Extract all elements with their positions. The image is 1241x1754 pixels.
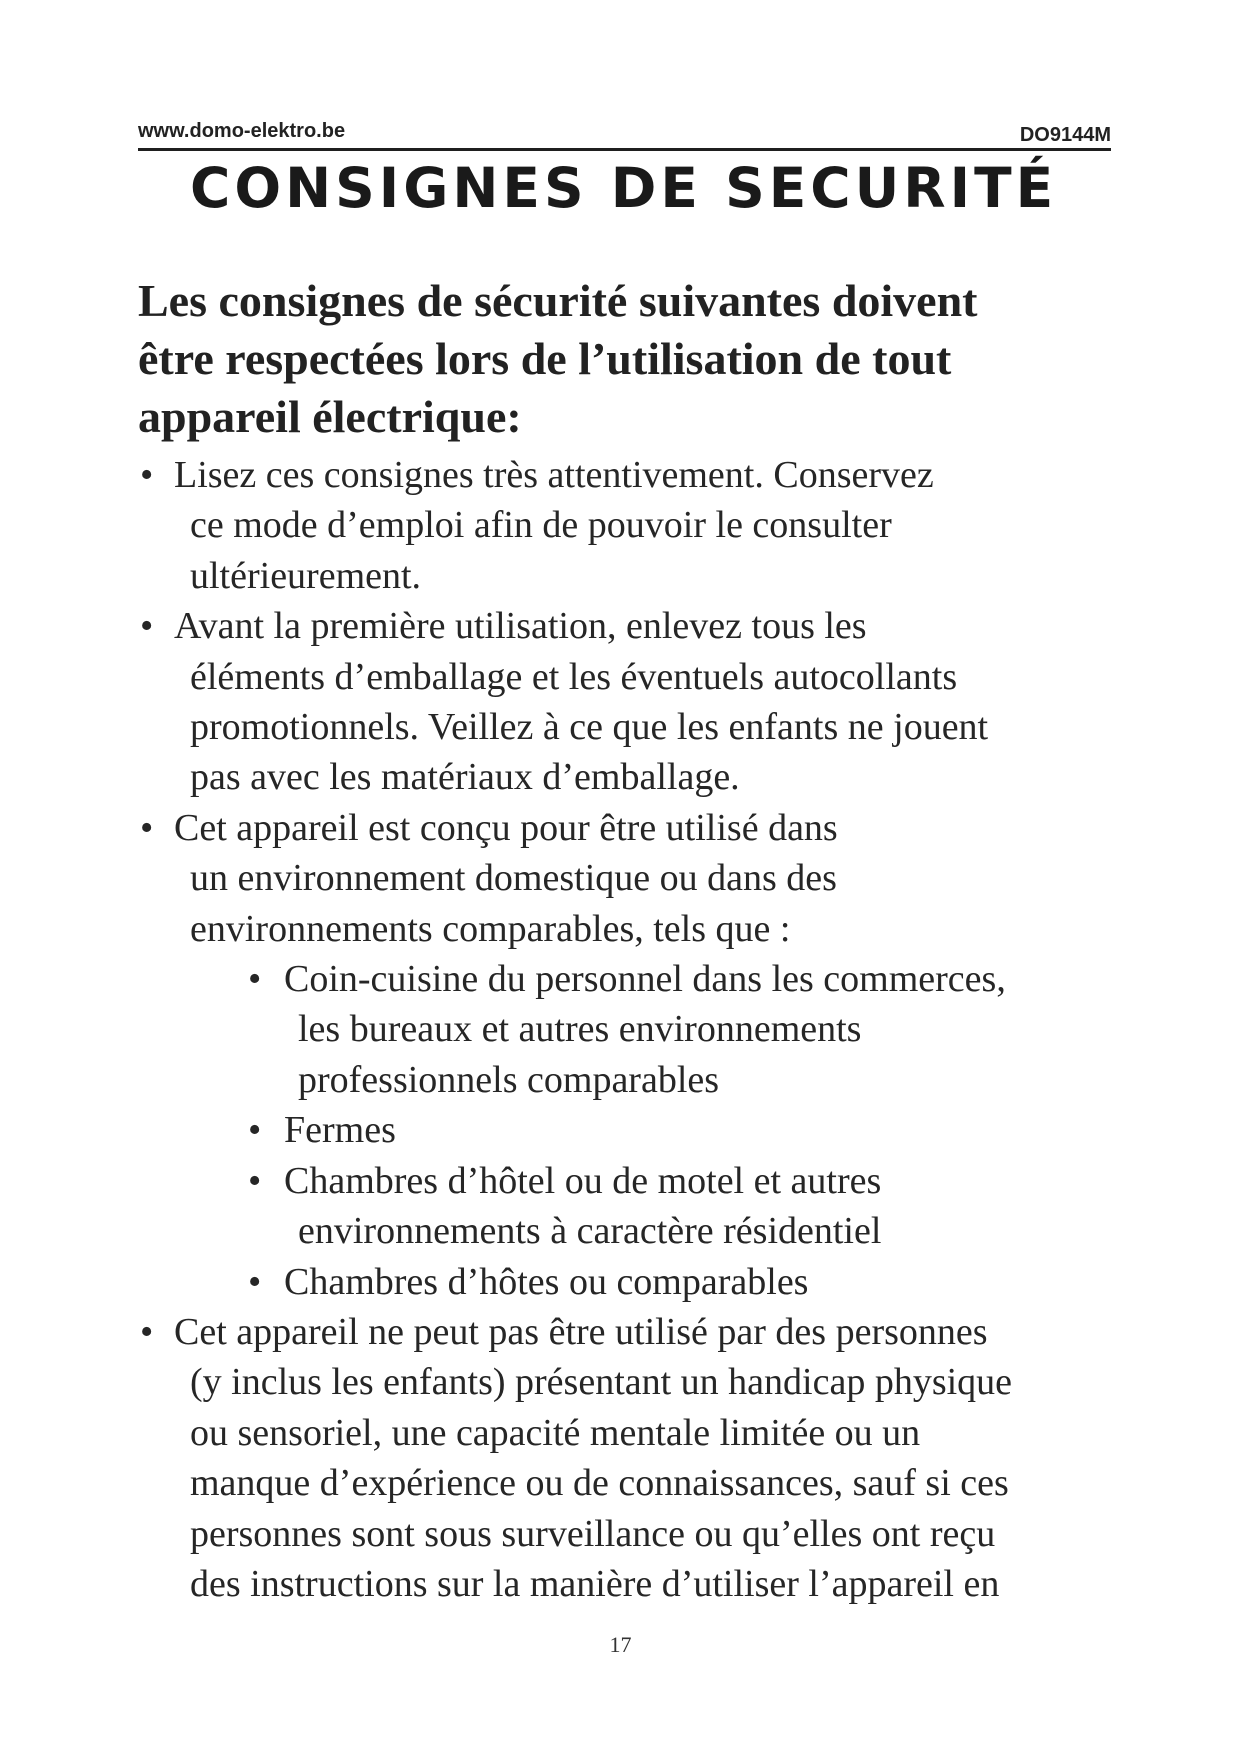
subitem-line: Fermes bbox=[284, 1109, 396, 1152]
subitem-line: professionnels comparables bbox=[298, 1058, 720, 1101]
bullet-icon: • bbox=[140, 454, 154, 496]
intro-line: être respectées lors de l’utilisation de tout bbox=[138, 333, 952, 384]
item-line: Lisez ces consignes très attentivement. Conservez bbox=[174, 454, 934, 496]
bullet-icon: • bbox=[248, 958, 262, 1001]
bullet-icon: • bbox=[248, 1159, 262, 1202]
section-title: CONSIGNES DE SECURITÉ bbox=[190, 156, 1058, 220]
item-line: pas avec les matériaux d’emballage. bbox=[190, 756, 740, 799]
item-line: Cet appareil ne peut pas être utilisé par des personnes bbox=[174, 1310, 988, 1353]
safety-subitem bbox=[138, 954, 1118, 1105]
safety-list bbox=[138, 450, 1118, 1609]
subitem-line: Coin-cuisine du personnel dans les commerces, bbox=[284, 958, 1006, 1001]
bullet-icon: • bbox=[140, 1310, 154, 1353]
model-number: DO9144M bbox=[1019, 124, 1111, 146]
item-line: ou sensoriel, une capacité mentale limitée ou un bbox=[190, 1411, 921, 1454]
item-line: Avant la première utilisation, enlevez tous les bbox=[174, 605, 867, 648]
subitem-line: Chambres d’hôtes ou comparables bbox=[284, 1260, 809, 1303]
subitem-line: environnements à caractère résidentiel bbox=[298, 1210, 882, 1253]
page-number: 17 bbox=[609, 1632, 632, 1657]
intro-line: Les consignes de sécurité suivantes doivent bbox=[138, 275, 978, 326]
item-line: environnements comparables, tels que : bbox=[190, 907, 791, 950]
subitem-line: Chambres d’hôtel ou de motel et autres bbox=[284, 1159, 882, 1202]
safety-item bbox=[138, 1307, 1118, 1609]
bullet-icon: • bbox=[248, 1109, 262, 1152]
item-line: ultérieurement. bbox=[190, 554, 422, 597]
item-line: (y inclus les enfants) présentant un handicap physique bbox=[190, 1361, 1013, 1404]
header-divider bbox=[138, 148, 1111, 151]
intro-paragraph bbox=[138, 272, 1098, 446]
safety-item bbox=[138, 450, 1118, 601]
page-header bbox=[138, 118, 1111, 150]
item-line: un environnement domestique ou dans des bbox=[190, 857, 837, 900]
item-line: promotionnels. Veillez à ce que les enfants ne jouent bbox=[190, 706, 989, 749]
subitem-line: les bureaux et autres environnements bbox=[298, 1008, 862, 1051]
safety-item bbox=[138, 601, 1118, 803]
item-line: ce mode d’emploi afin de pouvoir le consulter bbox=[190, 504, 892, 547]
item-line: des instructions sur la manière d’utiliser l’appareil en bbox=[190, 1562, 1000, 1605]
safety-subitem bbox=[138, 1156, 1118, 1257]
website-url: www.domo-elektro.be bbox=[138, 120, 346, 142]
intro-line: appareil électrique: bbox=[138, 391, 522, 442]
safety-subitem bbox=[138, 1257, 1118, 1307]
safety-subitem bbox=[138, 1105, 1118, 1155]
bullet-icon: • bbox=[140, 605, 154, 648]
item-line: éléments d’emballage et les éventuels autocollants bbox=[190, 655, 958, 698]
safety-item bbox=[138, 803, 1118, 954]
item-line: manque d’expérience ou de connaissances, sauf si ces bbox=[190, 1462, 1009, 1505]
item-line: personnes sont sous surveillance ou qu’elles ont reçu bbox=[190, 1512, 996, 1555]
bullet-icon: • bbox=[140, 806, 154, 849]
bullet-icon: • bbox=[248, 1260, 262, 1303]
item-line: Cet appareil est conçu pour être utilisé dans bbox=[174, 806, 838, 849]
